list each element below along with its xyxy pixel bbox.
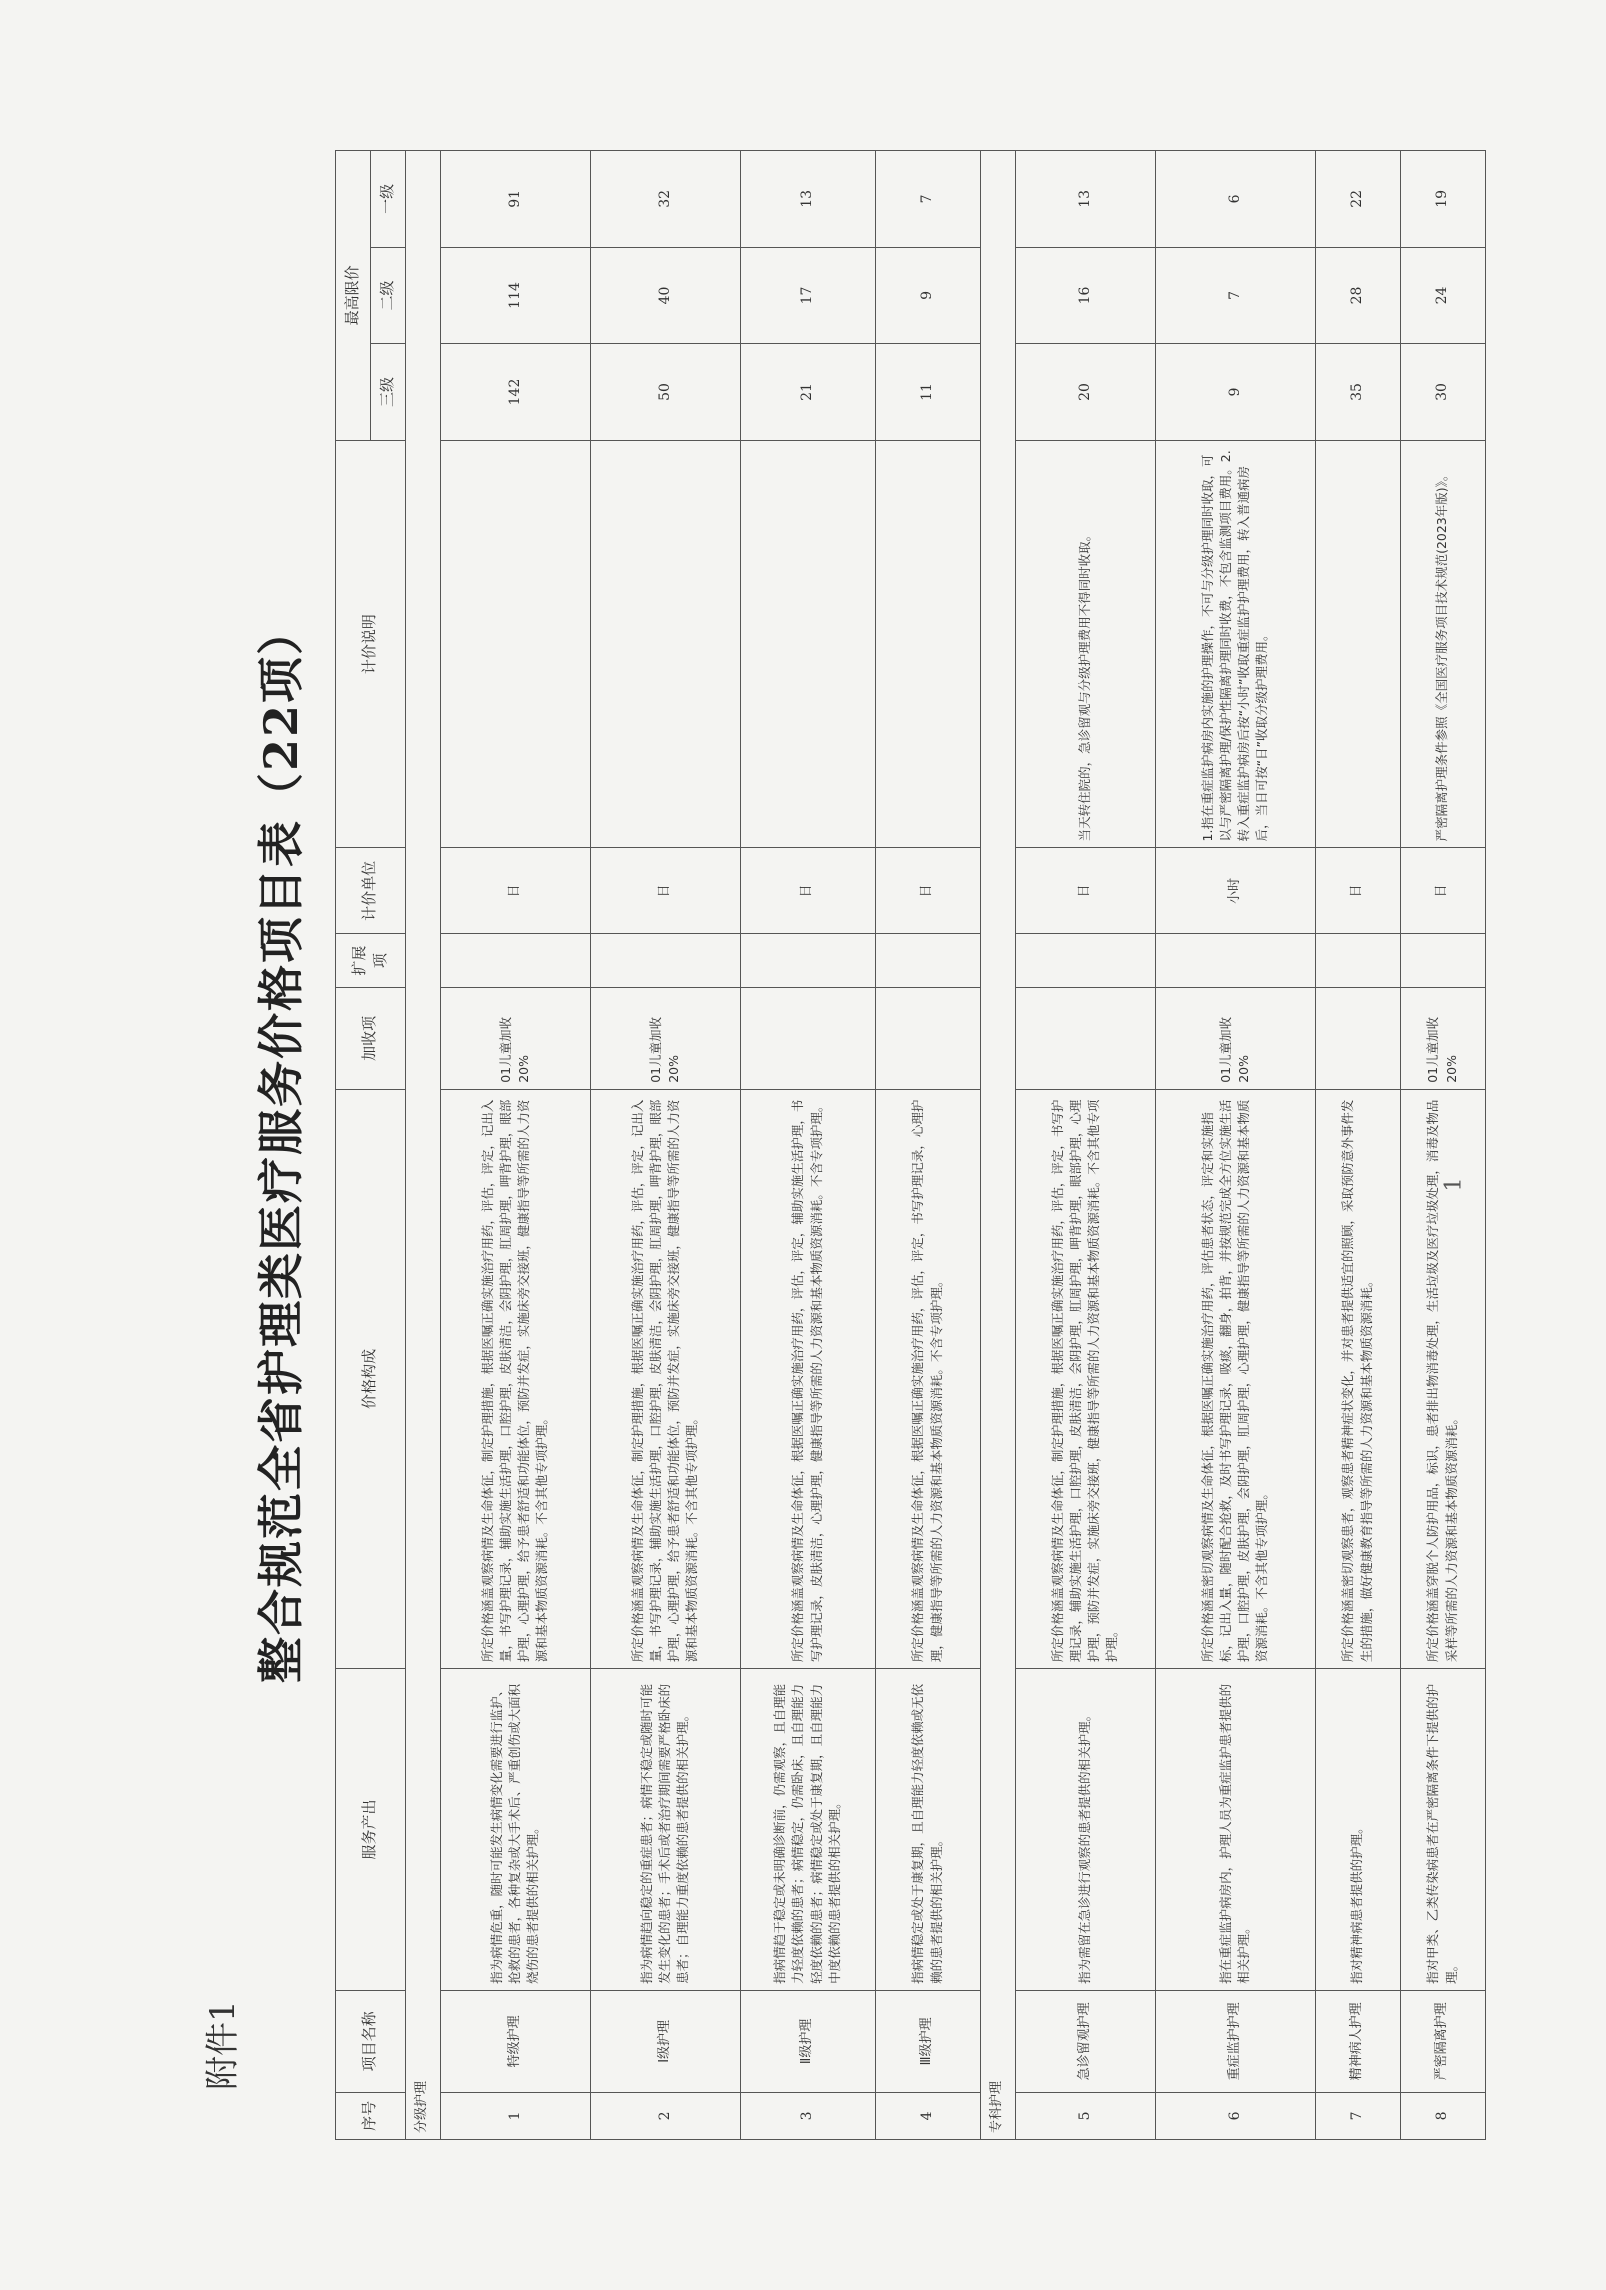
row-composition: 所定价格涵盖观察病情及生命体征，制定护理措施，根据医嘱正确实施治疗用药，评估，评定，记出入量，书写护理记录，辅助实施生活护理，口腔护理，皮肤清洁，会阴护理，肛周护理，呷背护理，眼部护理，心理护理，给予患者舒适和功能体位，预防并发症，实施床旁交接班，健康指导等所需的人力资源和基本物质资源消耗。不含其他专项护理。 xyxy=(590,1089,740,1668)
row-composition: 所定价格涵盖观察病情及生命体征，制定护理措施，根据医嘱正确实施治疗用药，评估，评定，记出入量，书写护理记录，辅助实施生活护理，口腔护理，皮肤清洁，会阴护理，肛周护理，呷背护理，眼部护理，心理护理，给予患者舒适和功能体位，预防并发症，实施床旁交接班，健康指导等所需的人力资源和基本物质资源消耗。不含其他专项护理。 xyxy=(440,1089,590,1668)
table-row xyxy=(1400,151,1485,2140)
row-price-level2: 16 xyxy=(1015,247,1155,344)
row-unit: 日 xyxy=(1400,848,1485,934)
document-title: 整合规范全省护理类医疗服务价格项目表（22项） xyxy=(254,607,308,1684)
row-price-level2: 7 xyxy=(1155,247,1315,344)
row-price-level1: 19 xyxy=(1400,151,1485,248)
row-price-level2: 114 xyxy=(440,247,590,344)
row-composition: 所定价格涵盖观察病情及生命体征，根据医嘱正确实施治疗用药，评估，评定，辅助实施生活护理，书写护理记录，皮肤清洁，心理护理，健康指导等所需的人力资源和基本物质资源消耗。不含专项护理。 xyxy=(740,1089,875,1668)
row-note xyxy=(440,440,590,848)
row-price-level1: 91 xyxy=(440,151,590,248)
table-row xyxy=(740,151,875,2140)
row-surcharge xyxy=(1015,987,1155,1089)
row-seq: 1 xyxy=(440,2092,590,2139)
table-row xyxy=(1015,151,1155,2140)
table-row xyxy=(440,151,590,2140)
row-price-level2: 40 xyxy=(590,247,740,344)
row-price-level3: 11 xyxy=(875,344,980,441)
row-price-level1: 32 xyxy=(590,151,740,248)
header-max-price: 最高限价 xyxy=(336,151,371,441)
row-output: 指对甲类、乙类传染病患者在严密隔离条件下提供的护理。 xyxy=(1400,1669,1485,1991)
row-price-level3: 142 xyxy=(440,344,590,441)
row-output: 指为病情趋向稳定的重症患者；病情不稳定或随时可能发生变化的患者；手术后或者治疗期间需要严格卧床的患者；自理能力重度依赖的患者提供的相关护理。 xyxy=(590,1669,740,1991)
row-composition: 所定价格涵盖观察病情及生命体征，根据医嘱正确实施治疗用药，评估，评定，书写护理记录，心理护理，健康指导等所需的人力资源和基本物质资源消耗。不含专项护理。 xyxy=(875,1089,980,1668)
row-price-level3: 20 xyxy=(1015,344,1155,441)
row-note xyxy=(875,440,980,848)
group-row xyxy=(405,151,440,2140)
row-extension xyxy=(875,934,980,988)
row-name: Ⅰ级护理 xyxy=(590,1990,740,2092)
row-seq: 4 xyxy=(875,2092,980,2139)
row-unit: 小时 xyxy=(1155,848,1315,934)
header-output: 服务产出 xyxy=(336,1669,406,1991)
row-price-level3: 35 xyxy=(1315,344,1400,441)
header-seq: 序号 xyxy=(336,2092,406,2139)
header-extension: 扩展项 xyxy=(336,934,406,988)
row-composition: 所定价格涵盖密切观察患者，观察患者精神症状变化，并对患者提供适宜的照顾，采取预防意外事件发生的措施，做好健康教育指导等所需的人力资源和基本物质资源消耗。 xyxy=(1315,1089,1400,1668)
row-surcharge xyxy=(875,987,980,1089)
row-unit: 日 xyxy=(1315,848,1400,934)
row-note: 严密隔离护理条件参照《全国医疗服务项目技术规范(2023年版)》。 xyxy=(1400,440,1485,848)
header-note: 计价说明 xyxy=(336,440,406,848)
table-row xyxy=(875,151,980,2140)
row-price-level2: 9 xyxy=(875,247,980,344)
row-surcharge: 01儿童加收20% xyxy=(1400,987,1485,1089)
row-seq: 5 xyxy=(1015,2092,1155,2139)
row-name: 特级护理 xyxy=(440,1990,590,2092)
row-seq: 6 xyxy=(1155,2092,1315,2139)
row-extension xyxy=(1315,934,1400,988)
row-output: 指为需留在急诊进行观察的患者提供的相关护理。 xyxy=(1015,1669,1155,1991)
row-unit: 日 xyxy=(440,848,590,934)
row-note xyxy=(740,440,875,848)
row-surcharge xyxy=(1315,987,1400,1089)
row-composition: 所定价格涵盖观察病情及生命体征，制定护理措施，根据医嘱正确实施治疗用药，评估，评定，书写护理记录，辅助实施生活护理，口腔护理，皮肤清洁，会阴护理，肛周护理，呷背护理，眼部护理，心理护理，预防并发症，实施床旁交接班，健康指导等所需的人力资源和基本物质资源消耗。不含其他专项护理。 xyxy=(1015,1089,1155,1668)
row-composition: 所定价格涵盖密切观察病情及生命体征，根据医嘱正确实施治疗用药，评估患者状态，评定和实施指标，记出入量，随时配合抢救，及时书写护理记录，吸痰，翻身，拍背，并按规范完成全方位实施生活护理，口腔护理，皮肤护理，会阴护理，肛周护理，心理护理，健康指导等所需的人力资源和基本物质资源消耗。不含其他专项护理。 xyxy=(1155,1089,1315,1668)
row-note xyxy=(1315,440,1400,848)
header-name: 项目名称 xyxy=(336,1990,406,2092)
row-extension xyxy=(1015,934,1155,988)
row-output: 指对精神病患者提供的护理。 xyxy=(1315,1669,1400,1991)
row-price-level1: 7 xyxy=(875,151,980,248)
attachment-label: 附件1 xyxy=(203,2000,243,2090)
row-extension xyxy=(590,934,740,988)
group-row xyxy=(980,151,1015,2140)
row-output: 指在重症监护病房内，护理人员为重症监护患者提供的相关护理。 xyxy=(1155,1669,1315,1991)
row-surcharge: 01儿童加收20% xyxy=(1155,987,1315,1089)
row-name: Ⅱ级护理 xyxy=(740,1990,875,2092)
row-price-level1: 13 xyxy=(740,151,875,248)
row-seq: 3 xyxy=(740,2092,875,2139)
row-surcharge: 01儿童加收20% xyxy=(440,987,590,1089)
row-output: 指为病情危重，随时可能发生病情变化需要进行监护、抢救的患者，各种复杂或大手术后、严重创伤或大面积烧伤的患者提供的相关护理。 xyxy=(440,1669,590,1991)
header-row-1 xyxy=(336,151,371,2140)
header-level3: 三级 xyxy=(370,344,405,441)
row-note xyxy=(590,440,740,848)
group-label: 分级护理 xyxy=(405,151,440,2140)
table-row xyxy=(1155,151,1315,2140)
row-note: 1.指在重症监护病房内实施的护理操作，不可与分级护理同时收取，可以与严密隔离护理/保护性隔离护理同时收费，不包含监测项目费用。2.转入重症监护病房后按“小时”收取重症监护护理费用，转入普通病房后，当日可按“日”收取分级护理费用。 xyxy=(1155,440,1315,848)
row-price-level1: 6 xyxy=(1155,151,1315,248)
row-price-level3: 30 xyxy=(1400,344,1485,441)
row-price-level3: 50 xyxy=(590,344,740,441)
row-price-level3: 21 xyxy=(740,344,875,441)
row-price-level2: 24 xyxy=(1400,247,1485,344)
page-number: 1 xyxy=(1441,1177,1467,1192)
row-name: 急诊留观护理 xyxy=(1015,1990,1155,2092)
row-unit: 日 xyxy=(1015,848,1155,934)
header-composition: 价格构成 xyxy=(336,1089,406,1668)
row-output: 指病情稳定或处于康复期，且自理能力轻度依赖或无依赖的患者提供的相关护理。 xyxy=(875,1669,980,1991)
table-row xyxy=(1315,151,1400,2140)
row-price-level2: 17 xyxy=(740,247,875,344)
row-seq: 7 xyxy=(1315,2092,1400,2139)
row-unit: 日 xyxy=(875,848,980,934)
row-name: 严密隔离护理 xyxy=(1400,1990,1485,2092)
row-name: 重症监护护理 xyxy=(1155,1990,1315,2092)
row-extension xyxy=(1400,934,1485,988)
header-surcharge: 加收项 xyxy=(336,987,406,1089)
row-note: 当天转住院的，急诊留观与分级护理费用不得同时收取。 xyxy=(1015,440,1155,848)
row-unit: 日 xyxy=(740,848,875,934)
row-composition: 所定价格涵盖穿脱个人防护用品，标识，患者排出物消毒处理，生活垃圾及医疗垃圾处理，消毒及物品采样等所需的人力资源和基本物质资源消耗。 xyxy=(1400,1089,1485,1668)
row-surcharge xyxy=(740,987,875,1089)
price-table xyxy=(335,150,1486,2140)
row-extension xyxy=(740,934,875,988)
row-price-level3: 9 xyxy=(1155,344,1315,441)
row-output: 指病情趋于稳定或未明确诊断前，仍需观察，且自理能力轻度依赖的患者；病情稳定，仍需卧床，且自理能力轻度依赖的患者；病情稳定或处于康复期，且自理能力中度依赖的患者提供的相关护理。 xyxy=(740,1669,875,1991)
header-level2: 二级 xyxy=(370,247,405,344)
row-surcharge: 01儿童加收20% xyxy=(590,987,740,1089)
row-extension xyxy=(1155,934,1315,988)
row-price-level1: 22 xyxy=(1315,151,1400,248)
row-price-level1: 13 xyxy=(1015,151,1155,248)
row-seq: 2 xyxy=(590,2092,740,2139)
row-name: Ⅲ级护理 xyxy=(875,1990,980,2092)
row-name: 精神病人护理 xyxy=(1315,1990,1400,2092)
header-unit: 计价单位 xyxy=(336,848,406,934)
header-level1: 一级 xyxy=(370,151,405,248)
row-price-level2: 28 xyxy=(1315,247,1400,344)
row-seq: 8 xyxy=(1400,2092,1485,2139)
group-label: 专科护理 xyxy=(980,151,1015,2140)
row-extension xyxy=(440,934,590,988)
row-unit: 日 xyxy=(590,848,740,934)
table-row xyxy=(590,151,740,2140)
